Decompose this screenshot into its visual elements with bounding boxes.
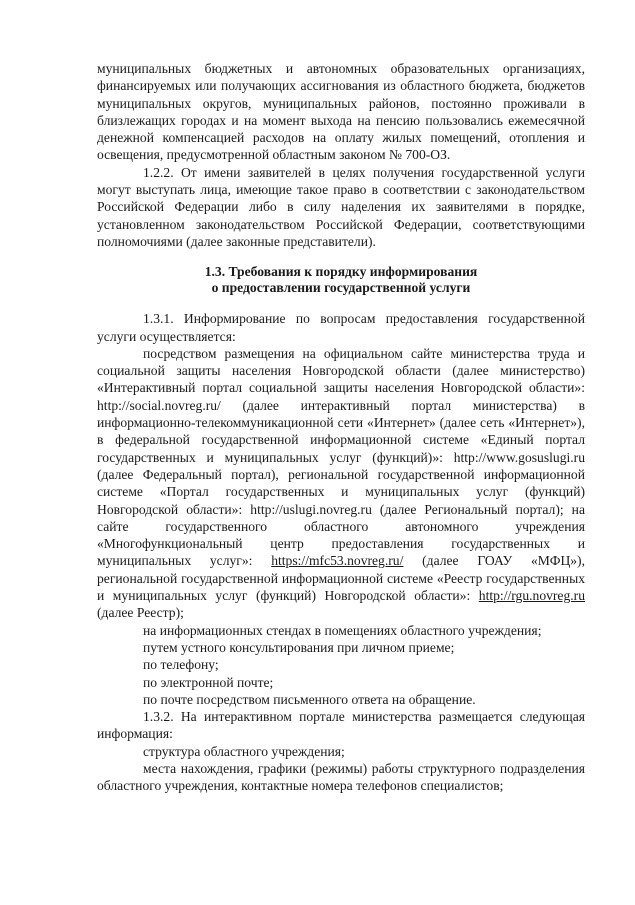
section-heading-line2: о предоставлении государственной услуги [211,280,471,296]
document-body [97,60,585,795]
paragraph-official-sites [97,345,585,622]
list-item-structure: структура областного учреждения; [143,743,345,759]
sites-text-b: (далее ГОАУ «МФЦ»), региональной государственной информационной системе «Реестр государственных и муниципальных услуг (функций) Новгородской области»: [97,553,585,604]
sites-text-c: (далее Реестр); [97,605,184,621]
paragraph-1-2-2: 1.2.2. От имени заявителей в целях получения государственной услуги могут выступать лица, имеющие такое право в соответствии с законодательством Российской Федерации либо в силу наделения их заявителями в порядке, установленном законодательством Российской Федерации, соответствующими полномочиями (далее законные представители). [97,164,585,249]
list-item-places: места нахождения, графики (режимы) работы структурного подразделения областного учреждения, контактные номера телефонов специалистов; [97,760,585,794]
rgu-link[interactable]: http://rgu.novreg.ru [478,588,585,604]
sites-text-a: посредством размещения на официальном сайте министерства труда и социальной защиты населения Новгородской области (далее министерство) «Интерактивный портал социальной защиты населения Новгородской области»: http://social.novreg.ru/ (далее интерактивный портал министерства) в информационно-телекоммуникационной сети «Интернет» (далее сеть «Интернет»), в федеральной государственной информационной системе «Единый портал государственных и муниципальных услуг (функций)»: http://www.gosuslugi.ru (далее Федеральный портал), региональной государственной информационной системе «Портал государственных и муниципальных услуг (функций) Новгородской области»: http://uslugi.novreg.ru (далее Региональный портал); на сайте государственного областного автономного учреждения «Многофункциональный центр предоставления государственных и муниципальных услуг»: [97,345,585,569]
mfc-link[interactable]: https://mfc53.novreg.ru/ [271,553,404,569]
list-item-post: по почте посредством письменного ответа на обращение. [143,691,476,707]
paragraph-1-3-1: 1.3.1. Информирование по вопросам предоставления государственной услуги осуществляется: [97,311,585,344]
list-item-phone: по телефону; [143,657,219,673]
paragraph-intro: муниципальных бюджетных и автономных образовательных организациях, финансируемых или получающих ассигнования из областного бюджета, бюджетов муниципальных округов, муниципальных районов, постоянно проживали в близлежащих городах и на момент выхода на пенсию пользовались ежемесячной денежной компенсацией расходов на оплату жилых помещений, отопления и освещения, предусмотренной областным законом № 700-ОЗ. [97,61,585,163]
list-item-email: по электронной почте; [143,674,274,690]
section-heading-line1: 1.3. Требования к порядку информирования [204,264,478,280]
section-heading-1-3 [97,264,585,296]
list-item-stands: на информационных стендах в помещениях областного учреждения; [143,622,542,638]
paragraph-1-3-2: 1.3.2. На интерактивном портале министерства размещается следующая информация: [97,709,585,742]
list-item-oral: путем устного консультирования при личном приеме; [143,639,455,655]
